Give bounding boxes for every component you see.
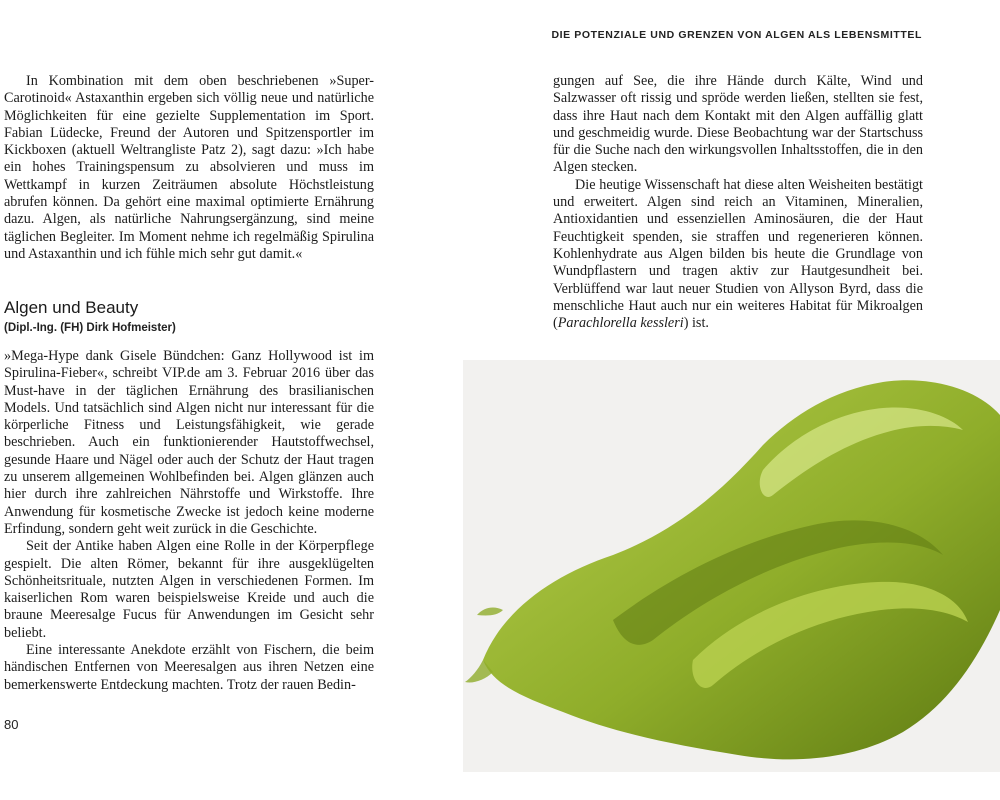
algae-cream-illustration bbox=[463, 360, 1000, 772]
section-heading: Algen und Beauty bbox=[4, 298, 139, 317]
section-author: (Dipl.-Ing. (FH) Dirk Hofmeister) bbox=[4, 322, 176, 334]
left-intro-column bbox=[4, 73, 374, 263]
right-paragraph-2 bbox=[553, 177, 923, 333]
body-paragraph-3: Eine interessante Anekdote erzählt von Fischern, die beim händischen Entfernen von Meeresalgen aus ihren Netzen eine bemerkenswerte Entdeckung machten. Trotz der rauen Bedin- bbox=[4, 642, 374, 693]
body-paragraph-1: »Mega-Hype dank Gisele Bündchen: Ganz Hollywood ist im Spirulina-Fieber«, schreibt VIP.de am 3. Februar 2016 über das Must-have in der täglichen Ernährung des brasilianischen Models. Und tatsächlich sind Algen nicht nur interessant für die körperliche Fitness und Leistungsfähigkeit, wie gerade beschrieben. Auch ein funktionierender Hautstoffwechsel, gesunde Haare und Nägel oder auch der Schutz der Haut tragen zu unserem allgemeinen Wohlbefinden bei. Algen glänzen auch hier durch ihre zahlreichen Nährstoffe und Wirkstoffe. Ihre Anwendung für kosmetische Zwecke ist jedoch keine moderne Erfindung, sondern geht weit zurück in die Geschichte. bbox=[4, 348, 374, 537]
right-body-column bbox=[553, 73, 923, 332]
algae-cream-photo bbox=[463, 360, 1000, 772]
intro-paragraph: In Kombination mit dem oben beschriebenen »Super-Carotinoid« Astaxanthin ergeben sich völlig neue und natürliche Möglichkeiten für eine gezielte Supplementation im Sport. Fabian Lüdecke, Freund der Autoren und Spitzensportler im Kickboxen (aktuell Weltrangliste Patz 2), sagt dazu: »Ich habe ein hohes Trainingspensum zu absolvieren und muss im Wettkampf in kurzen Zeiträumen absolute Höchstleistung abrufen können. Da gehört eine maximal optimierte Ernährung dazu. Algen, als natürliche Nahrungsergänzung, sind meine täglichen Begleiter. Im Moment nehme ich regelmäßig Spirulina und Astaxanthin und ich fühle mich sehr gut damit.« bbox=[4, 73, 374, 262]
left-body-column bbox=[4, 348, 374, 694]
running-head: DIE POTENZIALE UND GRENZEN VON ALGEN ALS LEBENSMITTEL bbox=[551, 29, 922, 41]
right-paragraph-2-end: ) ist. bbox=[683, 315, 709, 332]
right-paragraph-1: gungen auf See, die ihre Hände durch Kälte, Wind und Salzwasser oft rissig und spröde werden ließen, stellten sie fest, dass ihre Haut nach dem Kontakt mit den Algen auffällig glatt und geschmeidig wurde. Diese Beobachtung war der Startschuss für die Suche nach den wirkungsvollen Inhaltsstoffen, die in den Algen stecken. bbox=[553, 73, 923, 176]
right-paragraph-2-text: Die heutige Wissenschaft hat diese alten Weisheiten bestätigt und erweitert. Algen sind reich an Vitaminen, Mineralien, Antioxidantien und essenziellen Aminosäuren, die der Haut Feuchtigkeit spenden, sie straffen und regenerieren können. Kohlenhydrate aus Algen bilden bis heute die Grundlage von Wundpflastern und tragen aktiv zur Hautgesundheit bei. Verblüffend war laut neuer Studien von Allyson Byrd, dass die menschliche Haut auch nur ein weiteres Habitat für Mikroalgen ( bbox=[553, 176, 923, 332]
species-name: Parachlorella kessleri bbox=[557, 315, 684, 332]
page-number: 80 bbox=[4, 717, 19, 732]
body-paragraph-2: Seit der Antike haben Algen eine Rolle in der Körperpflege gespielt. Die alten Römer, bekannt für ihre ausgeklügelten Schönheitsrituale, nutzten Algen in verschiedenen Formen. Im kaiserlichen Rom waren beispielsweise Kreide und auch die braune Meeresalge Fucus für Anwendungen im Gesicht sehr beliebt. bbox=[4, 538, 374, 641]
